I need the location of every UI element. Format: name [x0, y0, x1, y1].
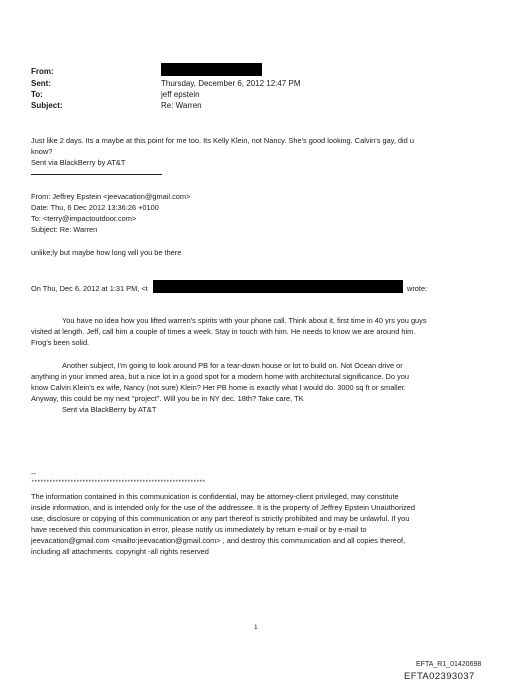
disclaimer-line-1: The information contained in this communication is confidential, may be attorney-client privileged, may constitute: [31, 492, 399, 501]
disclaimer-line-3: use, disclosure or copying of this communication or any part thereof is strictly prohibited and may be unlawful. If you: [31, 514, 410, 523]
quote-p2-line-4: Anyway, this could be my next "project". Will you be in NY dec. 18th? Take care, TK: [31, 394, 304, 403]
disclaimer-line-5: jeevacation@gmail.com <mailto:jeevacation@gmail.com> , and destroy this communication and all copies thereof,: [31, 536, 406, 545]
quote-p2-line-3: know Calvin Klein's ex wife, Nancy (not sure) Klein? Her PB home is exactly what I would do. 3000 sq ft or smaller.: [31, 383, 406, 392]
quote-p1-line-3: Frog's been solid.: [31, 338, 90, 347]
subject-label: Subject:: [31, 101, 63, 110]
disclaimer-line-4: have received this communication in error, please notify us immediately by return e-mail or by e-mail to: [31, 525, 367, 534]
quote-wrote: wrote:: [407, 284, 428, 293]
signature-dashes: --: [31, 469, 36, 478]
sent-label: Sent:: [31, 79, 51, 88]
quote-p1-line-2: visited at length. Jeff, call him a couple of times a week. Stay in touch with him. He needs to know we are around him.: [31, 327, 416, 336]
forward-to: To: <terry@impactoutdoor.com>: [31, 214, 137, 223]
quote-p2-line-2: anything in your immed area, but a nice lot in a good spot for a modern home with architectural significance. Do you: [31, 372, 409, 381]
subject-value: Re: Warren: [161, 101, 202, 110]
forward-from: From: Jeffrey Epstein <jeevacation@gmail.com>: [31, 192, 191, 201]
page-number: 1: [254, 624, 258, 631]
quote-p2-line-1: Another subject, I'm going to look around PB for a tear-down house or lot to build on. Not Ocean drive or: [62, 361, 403, 370]
from-label: From:: [31, 67, 54, 76]
quote-signature: Sent via BlackBerry by AT&T: [62, 405, 157, 414]
asterisk-divider: **********************************************************: [31, 479, 206, 486]
reply-signature: Sent via BlackBerry by AT&T: [31, 158, 126, 167]
redaction-email: [153, 280, 403, 293]
forward-subject: Subject: Re: Warren: [31, 225, 98, 234]
forward-body: unlike;ly but maybe how long will you be there: [31, 248, 182, 257]
to-label: To:: [31, 90, 43, 99]
sent-value: Thursday, December 6, 2012 12:47 PM: [161, 79, 301, 88]
separator-rule: [31, 174, 162, 175]
reply-line-1: Just like 2 days. Its a maybe at this point for me too. Its Kelly Klein, not Nancy. She's good looking. Calvin's gay, did u: [31, 136, 414, 145]
quote-p1-line-1: You have no idea how you lifted warren's spirits with your phone call. Think about it, first time in 40 yrs you guys: [62, 316, 427, 325]
forward-date: Date: Thu, 6 Dec 2012 13:36:26 +0100: [31, 203, 159, 212]
disclaimer-line-6: including all attachments. copyright -all rights reserved: [31, 547, 209, 556]
quote-intro: On Thu, Dec 6, 2012 at 1:31 PM, <t: [31, 284, 148, 293]
to-value: jeff epstein: [161, 90, 200, 99]
reply-line-2: know?: [31, 147, 53, 156]
redaction-from: [161, 63, 262, 76]
disclaimer-line-2: inside information, and is intended only for the use of the addressee. It is the property of Jeffrey Epstein Unauthorized: [31, 503, 415, 512]
bates-id-primary: EFTA_R1_01420698: [416, 661, 482, 668]
bates-id-secondary: EFTA02393037: [404, 671, 475, 682]
